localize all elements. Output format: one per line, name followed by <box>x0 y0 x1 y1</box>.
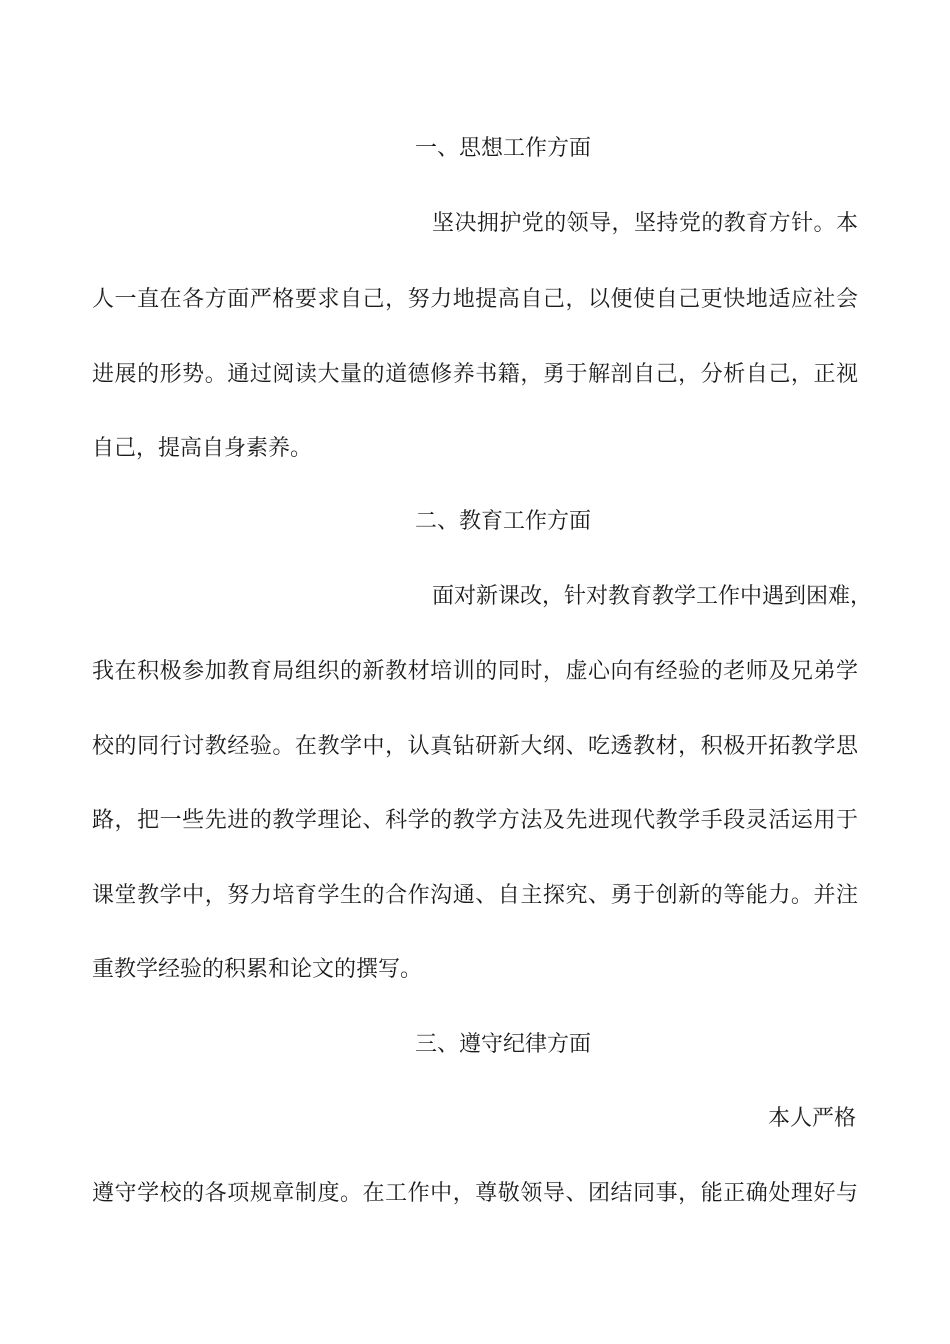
paragraph-line: 路，把一些先进的教学理论、科学的教学方法及先进现代教学手段灵活运用于 <box>92 808 858 833</box>
paragraph-line: 重教学经验的积累和论文的撰写。 <box>92 957 423 982</box>
section-heading-education: 二、教育工作方面 <box>415 509 592 534</box>
paragraph-line: 进展的形势。通过阅读大量的道德修养书籍，勇于解剖自己，分析自己，正视 <box>92 362 858 387</box>
paragraph-line: 面对新课改，针对教育教学工作中遇到困难， <box>432 584 873 609</box>
section-heading-ideology: 一、思想工作方面 <box>415 136 592 161</box>
paragraph-line: 人一直在各方面严格要求自己，努力地提高自己，以便使自己更快地适应社会 <box>92 287 858 312</box>
paragraph-line: 本人严格 <box>768 1106 857 1131</box>
paragraph-line: 自己，提高自身素养。 <box>92 436 313 461</box>
paragraph-line: 遵守学校的各项规章制度。在工作中，尊敬领导、团结同事，能正确处理好与 <box>92 1181 858 1206</box>
section-heading-discipline: 三、遵守纪律方面 <box>415 1032 592 1057</box>
paragraph-line: 课堂教学中，努力培育学生的合作沟通、自主探究、勇于创新的等能力。并注 <box>92 883 858 908</box>
paragraph-line: 校的同行讨教经验。在教学中，认真钻研新大纲、吃透教材，积极开拓教学思 <box>92 734 858 759</box>
paragraph-line: 坚决拥护党的领导，坚持党的教育方针。本 <box>432 211 858 236</box>
paragraph-line: 我在积极参加教育局组织的新教材培训的同时，虚心向有经验的老师及兄弟学 <box>92 659 858 684</box>
